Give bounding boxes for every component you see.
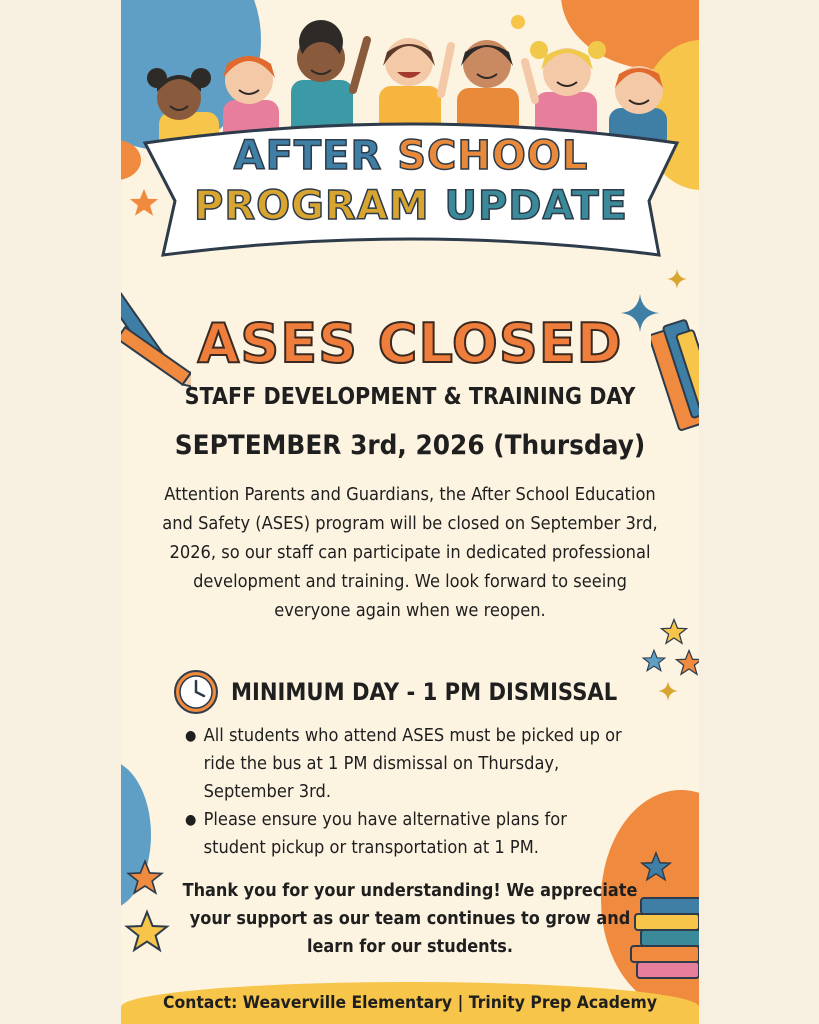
star-icon <box>659 617 689 647</box>
flyer <box>121 0 699 1024</box>
subtitle: STAFF DEVELOPMENT & TRAINING DAY <box>184 384 636 410</box>
list-item <box>185 722 631 806</box>
title-banner <box>141 105 681 260</box>
star-icon <box>123 908 171 956</box>
thank-you-message: Thank you for your understanding! We appreciate your support as our team continues to grow and learn for our students. <box>182 881 638 957</box>
banner-line-2: PROGRAM UPDATE <box>194 183 628 229</box>
event-date: SEPTEMBER 3rd, 2026 (Thursday) <box>174 430 646 461</box>
star-icon <box>127 186 161 220</box>
minimum-day-heading <box>173 668 670 716</box>
headline: ASES CLOSED <box>197 312 623 375</box>
minimum-day-title: MINIMUM DAY - 1 PM DISMISSAL <box>231 678 618 706</box>
announcement-paragraph: Attention Parents and Guardians, the After School Education and Safety (ASES) program will be closed on September 3rd, 2026, so our staff can participate in dedicated professional development and training. We look forward to seeing everyone again when we reopen. <box>162 485 658 621</box>
star-icon <box>674 648 699 678</box>
bullet-text: All students who attend ASES must be picked up or ride the bus at 1 PM dismissal on Thursday, September 3rd. <box>203 726 622 802</box>
contact-line: Contact: Weaverville Elementary | Trinity Prep Academy <box>162 993 658 1013</box>
star-icon <box>125 858 165 898</box>
star-icon <box>639 850 673 884</box>
clock-icon <box>173 669 219 715</box>
banner-line-1: AFTER SCHOOL <box>233 133 589 179</box>
bullet-icon: ● <box>185 812 197 828</box>
star-icon <box>666 268 688 290</box>
bullet-icon: ● <box>185 728 197 744</box>
dismissal-bullet-list <box>185 722 631 862</box>
bullet-text: Please ensure you have alternative plans for student pickup or transportation at 1 PM. <box>203 810 567 858</box>
list-item <box>185 806 631 862</box>
